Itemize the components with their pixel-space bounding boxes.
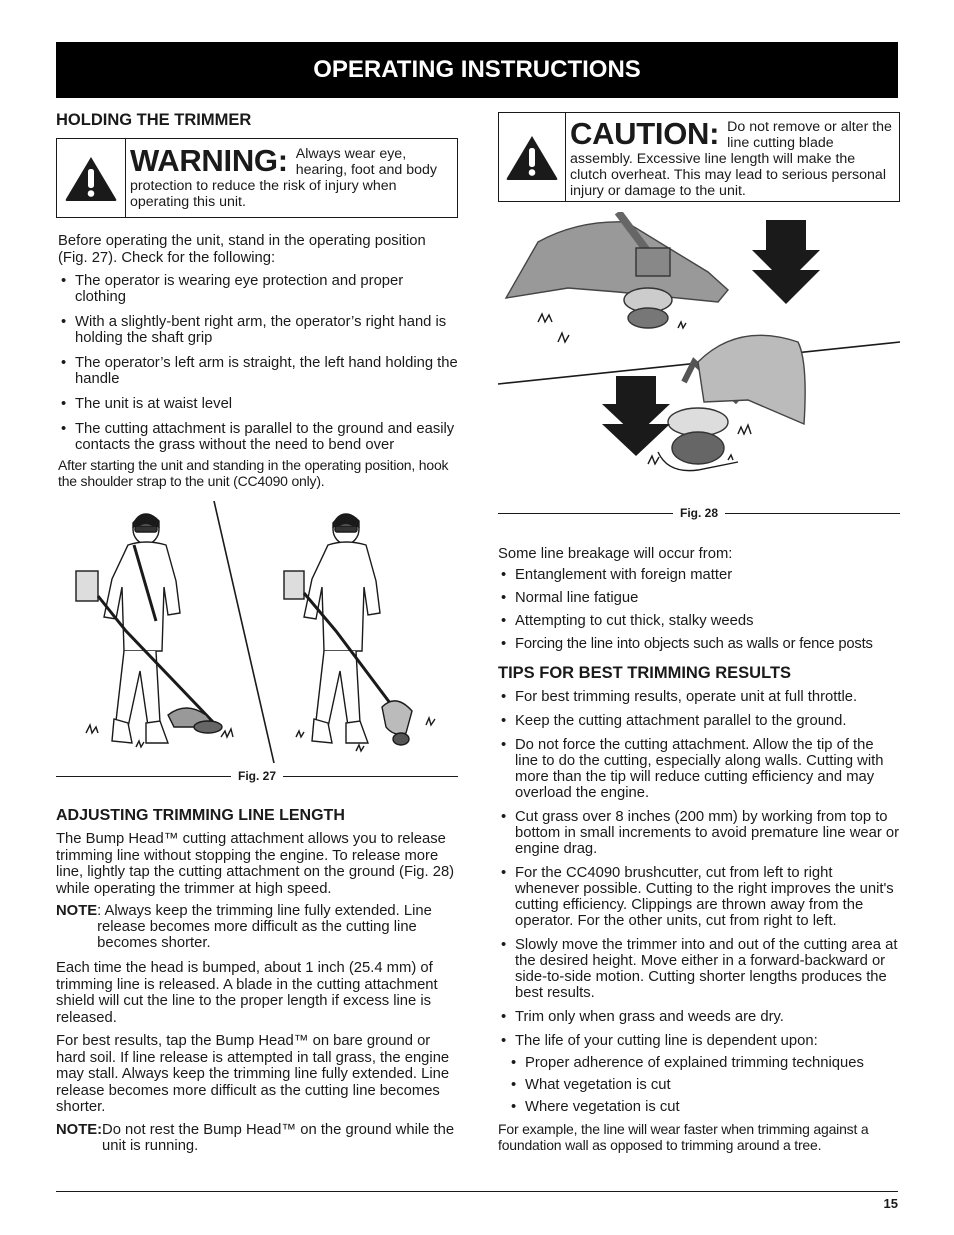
- caution-message-rest: assembly. Excessive line length will make the clutch overheat. This may lead to serious personal injury or damage to the unit.: [570, 151, 886, 199]
- operator-figure-1: [76, 514, 233, 747]
- fig28-illustration: [498, 212, 900, 504]
- warning-text: [126, 139, 457, 217]
- bump-head-upper: [506, 212, 728, 342]
- note-text: : Always keep the trimming line fully extended. Line release becomes more difficult as the cutting line becomes shorter.: [97, 903, 432, 951]
- caution-box: [498, 112, 900, 202]
- check-item: • The cutting attachment is parallel to the ground and easily contacts the grass without the need to bend over: [58, 421, 458, 453]
- operator-figure-2: [284, 514, 435, 751]
- note-label: NOTE:: [56, 1121, 103, 1138]
- tip-item: • The life of your cutting line is dependent upon:: [498, 1033, 900, 1049]
- caution-text: [566, 113, 899, 201]
- warning-triangle-icon: [57, 139, 126, 217]
- tips-closing: For example, the line will wear faster when trimming against a foundation wall as opposed to trimming around a tree.: [498, 1120, 869, 1153]
- footer-rule: [56, 1191, 898, 1192]
- holding-intro: Before operating the unit, stand in the operating position (Fig. 27). Check for the following:: [58, 233, 426, 266]
- breakage-list: [498, 567, 900, 652]
- tip-item: • Trim only when grass and weeds are dry.: [498, 1009, 900, 1025]
- fig27-illustration: [56, 501, 458, 769]
- holding-heading: HOLDING THE TRIMMER: [56, 111, 252, 129]
- page-title: OPERATING INSTRUCTIONS: [313, 56, 641, 83]
- bump-head-lower: [648, 335, 805, 470]
- adjusting-p1: The Bump Head™ cutting attachment allows you to release trimming line without stopping the engine. To release more line, lightly tap the cutting attachment on the ground (Fig. 28) while operating the trimmer at high speed.: [56, 831, 455, 897]
- right-column: [498, 112, 900, 1153]
- tip-item: • Keep the cutting attachment parallel to the ground.: [498, 713, 900, 729]
- check-item: • The operator’s left arm is straight, the left hand holding the handle: [58, 355, 458, 387]
- note-1: [56, 903, 458, 951]
- tips-heading: TIPS FOR BEST TRIMMING RESULTS: [498, 663, 792, 682]
- breakage-item: • Attempting to cut thick, stalky weeds: [498, 613, 900, 629]
- warning-message-rest: body protection to reduce the risk of injury when operating this unit.: [130, 162, 437, 210]
- tip-item: • Cut grass over 8 inches (200 mm) by working from top to bottom in small increments to avoid premature line wear or engine drag.: [498, 809, 900, 857]
- caution-label: CAUTION:: [570, 116, 720, 151]
- check-item: • The unit is at waist level: [58, 396, 458, 412]
- breakage-item: • Entanglement with foreign matter: [498, 567, 900, 583]
- left-column: [56, 108, 458, 1154]
- tip-subitem: • What vegetation is cut: [508, 1077, 900, 1093]
- tip-item: • For the CC4090 brushcutter, cut from left to right whenever possible. Cutting to the right improves the unit's cutting efficiency. Clippings are thrown away from the operator. For the other units, cut from right to left.: [498, 865, 900, 929]
- tips-sublist: [508, 1055, 900, 1115]
- breakage-item: • Forcing the line into objects such as walls or fence posts: [498, 636, 900, 652]
- note-text: Do not rest the Bump Head™ on the ground while the unit is running.: [102, 1121, 455, 1154]
- section-banner: [56, 42, 898, 98]
- check-item: • The operator is wearing eye protection and proper clothing: [58, 273, 458, 305]
- note-2: [56, 1122, 458, 1154]
- tip-item: • Slowly move the trimmer into and out of the cutting area at the desired height. Move either in a forward-backward or side-to-side motion. Cutting shorter lengths produces the best results.: [498, 937, 900, 1001]
- check-item: • With a slightly-bent right arm, the operator’s right hand is holding the shaft grip: [58, 314, 458, 346]
- check-list: [58, 273, 458, 453]
- tips-list: [498, 689, 900, 1049]
- tip-subitem: • Where vegetation is cut: [508, 1099, 900, 1115]
- note-label: NOTE: [56, 903, 98, 919]
- tip-subitem: • Proper adherence of explained trimming techniques: [508, 1055, 900, 1071]
- warning-box: [56, 138, 458, 218]
- adjusting-heading: ADJUSTING TRIMMING LINE LENGTH: [56, 807, 345, 824]
- down-arrow-icon: [752, 220, 820, 304]
- warning-message-top: Always wear eye, hearing, foot and: [295, 146, 407, 178]
- down-arrow-icon: [602, 376, 670, 456]
- warning-label: WARNING:: [130, 143, 288, 178]
- breakage-item: • Normal line fatigue: [498, 590, 900, 606]
- strap-instruction: After starting the unit and standing in the operating position, hook the shoulder strap to the unit (CC4090 only).: [58, 457, 449, 489]
- adjusting-p3: For best results, tap the Bump Head™ on bare ground or hard soil. If line release is attempted in tall grass, the engine may stall. Always keep the trimming line fully extended. Line release becomes more difficult as the cutting line becomes shorter.: [56, 1033, 450, 1115]
- caution-triangle-icon: [499, 113, 566, 201]
- adjusting-p2: Each time the head is bumped, about 1 inch (25.4 mm) of trimming line is released. A blade in the cutting attachment shield will cut the line to the proper length if excess line is released.: [56, 960, 438, 1026]
- tip-item: • For best trimming results, operate unit at full throttle.: [498, 689, 900, 705]
- fig27-caption: Fig. 27: [56, 769, 458, 783]
- breakage-intro: Some line breakage will occur from:: [498, 546, 733, 562]
- tip-item: • Do not force the cutting attachment. Allow the tip of the line to do the cutting, especially along walls. Cutting with more than the tip will reduce cutting efficiency and may overload the engine.: [498, 737, 900, 801]
- caution-message-top: Do not remove or alter the line cutting blade: [727, 119, 892, 151]
- fig28-caption: Fig. 28: [498, 506, 900, 520]
- page-number: 15: [883, 1196, 898, 1211]
